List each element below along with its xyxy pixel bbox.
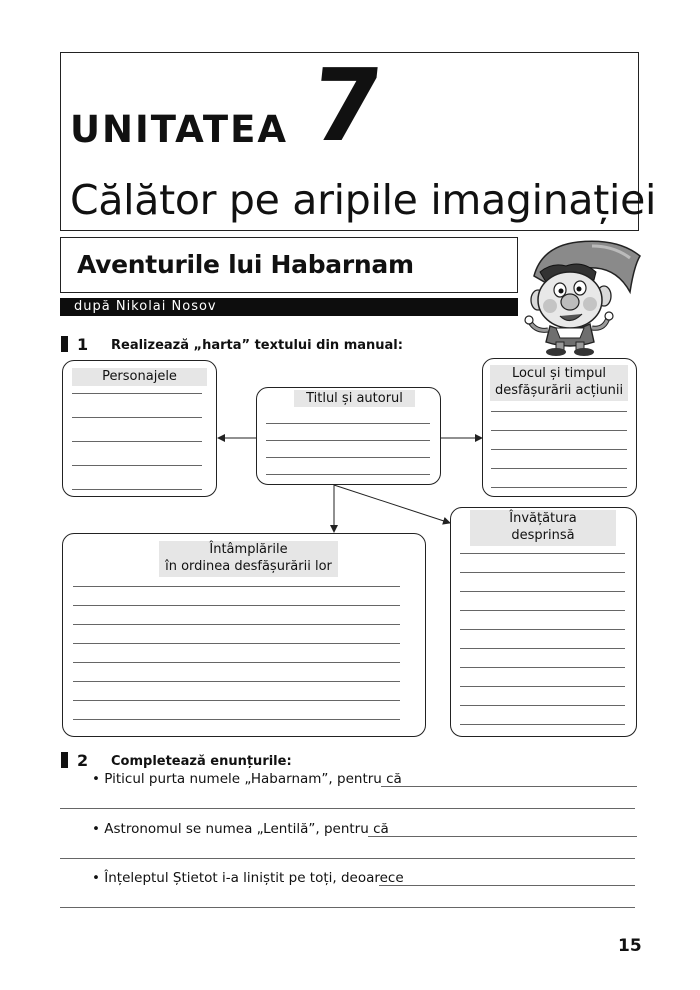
writing-line[interactable] bbox=[72, 393, 202, 394]
writing-line[interactable] bbox=[73, 586, 400, 587]
characters-label: Personajele bbox=[72, 368, 207, 386]
writing-line[interactable] bbox=[266, 423, 430, 424]
answer-line[interactable] bbox=[368, 836, 637, 837]
writing-line[interactable] bbox=[460, 553, 625, 554]
place-time-label-line-2: desfășurării acțiunii bbox=[494, 383, 624, 398]
author-bar: după Nikolai Nosov bbox=[60, 298, 518, 316]
writing-line[interactable] bbox=[73, 719, 400, 720]
writing-line[interactable] bbox=[460, 667, 625, 668]
writing-line[interactable] bbox=[266, 474, 430, 475]
answer-line[interactable] bbox=[60, 808, 635, 809]
sentence-item-1: • Piticul purta numele „Habarnam”, pentru că bbox=[92, 771, 402, 787]
lesson-learned-label bbox=[470, 510, 616, 546]
answer-line[interactable] bbox=[60, 858, 635, 859]
writing-line[interactable] bbox=[460, 629, 625, 630]
title-author-label: Titlul și autorul bbox=[294, 390, 415, 407]
page-number: 15 bbox=[618, 936, 642, 956]
place-time-label-line-1: Locul și timpul bbox=[511, 366, 607, 381]
writing-line[interactable] bbox=[73, 605, 400, 606]
writing-line[interactable] bbox=[460, 724, 625, 725]
writing-line[interactable] bbox=[72, 489, 202, 490]
writing-line[interactable] bbox=[266, 457, 430, 458]
answer-line[interactable] bbox=[60, 907, 635, 908]
writing-line[interactable] bbox=[460, 591, 625, 592]
exercise-1-instruction: Realizează „harta” textului din manual: bbox=[111, 338, 403, 353]
writing-line[interactable] bbox=[460, 648, 625, 649]
writing-line[interactable] bbox=[460, 572, 625, 573]
writing-line[interactable] bbox=[73, 681, 400, 682]
writing-line[interactable] bbox=[491, 411, 627, 412]
writing-line[interactable] bbox=[460, 705, 625, 706]
writing-line[interactable] bbox=[73, 662, 400, 663]
events-label bbox=[159, 541, 338, 577]
arrow-to-lesson bbox=[334, 485, 450, 523]
writing-line[interactable] bbox=[72, 465, 202, 466]
place-time-label bbox=[490, 365, 628, 401]
writing-line[interactable] bbox=[491, 449, 627, 450]
unit-title: Călător pe aripile imaginației bbox=[70, 176, 657, 224]
writing-line[interactable] bbox=[73, 624, 400, 625]
writing-line[interactable] bbox=[72, 441, 202, 442]
events-label-line-1: Întâmplările bbox=[209, 542, 288, 557]
writing-line[interactable] bbox=[73, 700, 400, 701]
writing-line[interactable] bbox=[266, 440, 430, 441]
unit-number: 7 bbox=[305, 47, 388, 164]
exercise-2-instruction: Completează enunțurile: bbox=[111, 754, 292, 769]
unit-label: UNITATEA bbox=[70, 108, 289, 151]
writing-line[interactable] bbox=[460, 610, 625, 611]
writing-line[interactable] bbox=[72, 417, 202, 418]
writing-line[interactable] bbox=[491, 487, 627, 488]
writing-line[interactable] bbox=[491, 430, 627, 431]
answer-line[interactable] bbox=[379, 885, 635, 886]
writing-line[interactable] bbox=[460, 686, 625, 687]
writing-line[interactable] bbox=[73, 643, 400, 644]
lesson-learned-label-line-1: Învățătura bbox=[509, 511, 577, 526]
exercise-1-number: 1 bbox=[77, 335, 89, 354]
writing-line[interactable] bbox=[491, 468, 627, 469]
sentence-item-2: • Astronomul se numea „Lentilă”, pentru că bbox=[92, 821, 389, 837]
events-label-line-2: în ordinea desfășurării lor bbox=[165, 559, 332, 574]
lesson-learned-label-line-2: desprinsă bbox=[511, 528, 575, 543]
sentence-item-3: • Înțeleptul Știetot i-a liniștit pe toți, deoarece bbox=[92, 870, 404, 886]
exercise-2-number: 2 bbox=[77, 751, 89, 770]
answer-line[interactable] bbox=[381, 786, 637, 787]
lesson-title: Aventurile lui Habarnam bbox=[77, 250, 414, 279]
exercise-2-marker bbox=[61, 752, 68, 768]
